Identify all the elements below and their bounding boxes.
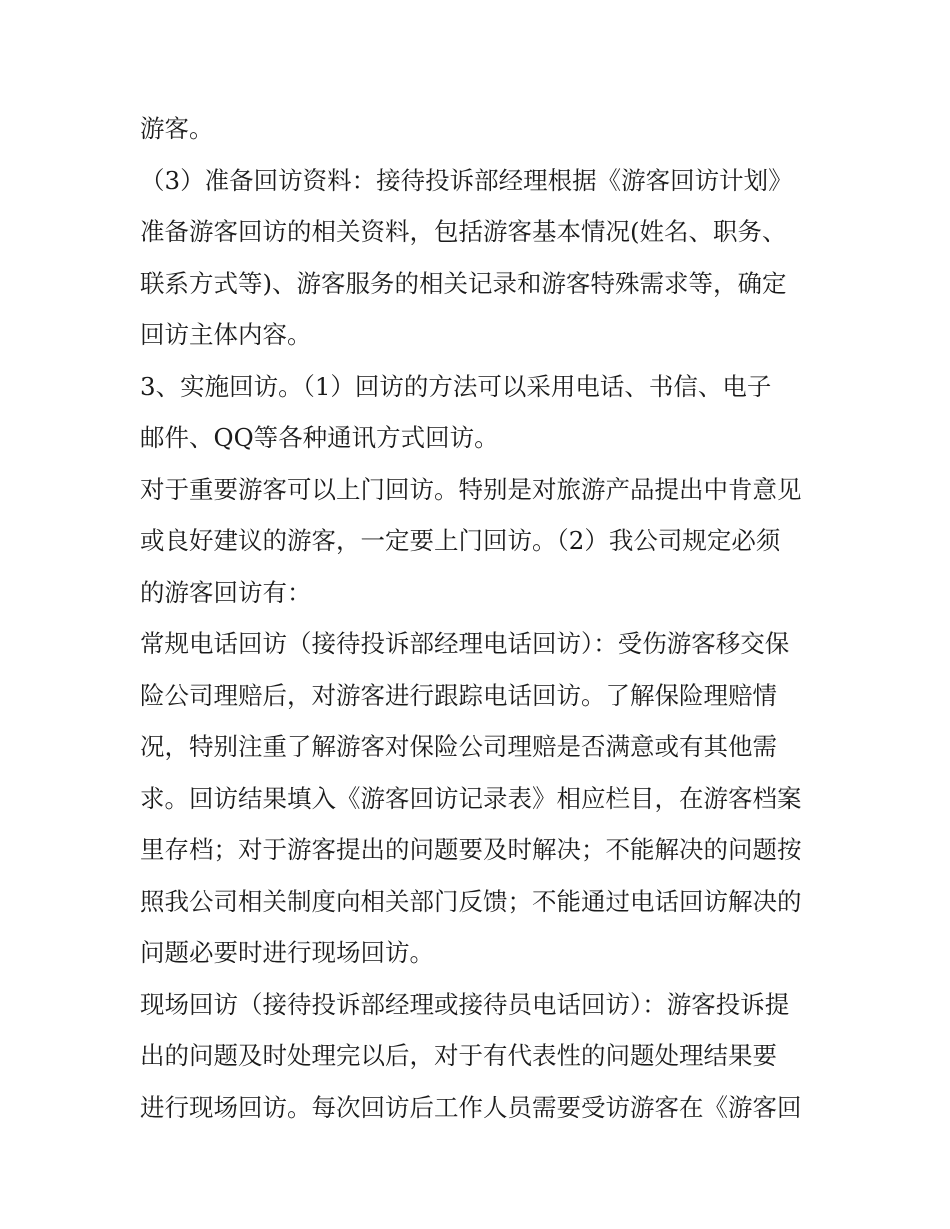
text-line: 里存档；对于游客提出的问题要及时解决；不能解决的问题按: [140, 835, 802, 864]
text-line: 险公司理赔后，对游客进行跟踪电话回访。了解保险理赔情: [140, 680, 777, 710]
text-line: 3、实施回访。（1）回访的方法可以采用电话、书信、电子: [140, 371, 772, 401]
text-line: 准备游客回访的相关资料，包括游客基本情况(姓名、职务、: [140, 217, 787, 246]
text-line: 游客。: [140, 114, 214, 143]
text-line: 联系方式等)、游客服务的相关记录和游客特殊需求等，确定: [140, 268, 787, 298]
text-line: 的游客回访有：: [140, 577, 312, 607]
text-line: 或良好建议的游客，一定要上门回访。（2）我公司规定必须: [140, 526, 781, 555]
document-body: [140, 103, 820, 1133]
text-line: 出的问题及时处理完以后，对于有代表性的问题处理结果要: [140, 1041, 777, 1070]
text-line: 常规电话回访（接待投诉部经理电话回访）：受伤游客移交保: [140, 629, 790, 658]
text-line: 邮件、QQ等各种通讯方式回访。: [140, 423, 499, 452]
text-line: 进行现场回访。每次回访后工作人员需要受访游客在《游客回: [140, 1092, 802, 1122]
text-line: （3）准备回访资料：接待投诉部经理根据《游客回访计划》: [140, 165, 793, 195]
text-line: 况，特别注重了解游客对保险公司理赔是否满意或有其他需: [140, 732, 777, 761]
text-line: 回访主体内容。: [140, 320, 312, 349]
text-line: 现场回访（接待投诉部经理或接待员电话回访）：游客投诉提: [140, 989, 790, 1019]
text-line: 照我公司相关制度向相关部门反馈；不能通过电话回访解决的: [140, 886, 802, 916]
text-line: 问题必要时进行现场回访。: [140, 938, 434, 967]
text-line: 对于重要游客可以上门回访。特别是对旅游产品提出中肯意见: [140, 474, 802, 504]
text-line: 求。回访结果填入《游客回访记录表》相应栏目，在游客档案: [140, 783, 802, 813]
